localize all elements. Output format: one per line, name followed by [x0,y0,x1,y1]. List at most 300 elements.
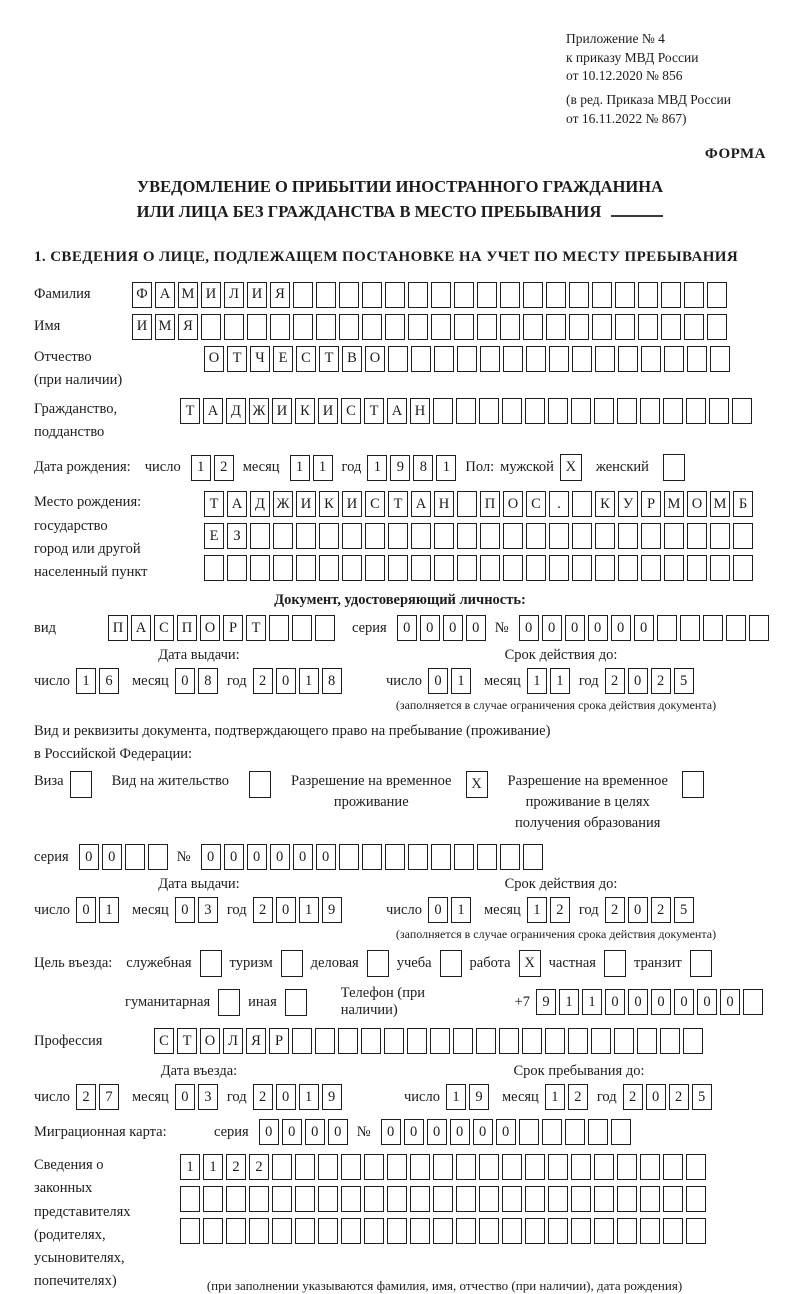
form-cell[interactable] [180,1186,200,1212]
form-cell[interactable] [319,523,339,549]
form-cell[interactable] [480,555,500,581]
form-cell[interactable] [638,314,658,340]
form-cell[interactable] [618,346,638,372]
form-cell[interactable]: А [131,615,151,641]
form-cell[interactable] [203,1218,223,1244]
form-cell[interactable]: Н [434,491,454,517]
form-cell[interactable]: С [154,1028,174,1054]
form-cell[interactable] [456,398,476,424]
form-cell[interactable]: Р [269,1028,289,1054]
form-cell[interactable]: О [204,346,224,372]
form-cell[interactable]: 2 [249,1154,269,1180]
form-cell[interactable]: И [342,491,362,517]
form-cell[interactable]: Ж [249,398,269,424]
form-cell[interactable]: 0 [328,1119,348,1145]
form-cell[interactable]: X [560,454,582,481]
form-cell[interactable] [615,314,635,340]
form-cell[interactable]: И [132,314,152,340]
form-cell[interactable] [525,1218,545,1244]
form-cell[interactable] [664,346,684,372]
form-cell[interactable] [387,1218,407,1244]
form-cell[interactable]: А [387,398,407,424]
form-cell[interactable]: Е [204,523,224,549]
form-cell[interactable] [663,1154,683,1180]
form-cell[interactable]: 2 [253,1084,273,1110]
form-cell[interactable] [433,1186,453,1212]
form-cell[interactable] [526,346,546,372]
form-cell[interactable] [682,771,704,798]
form-cell[interactable] [502,1218,522,1244]
form-cell[interactable] [339,314,359,340]
form-cell[interactable] [503,346,523,372]
form-cell[interactable] [273,523,293,549]
form-cell[interactable] [410,1186,430,1212]
form-cell[interactable] [595,346,615,372]
form-cell[interactable]: Ж [273,491,293,517]
form-cell[interactable]: 1 [76,668,96,694]
form-cell[interactable] [615,282,635,308]
form-cell[interactable] [387,1186,407,1212]
form-cell[interactable]: 0 [305,1119,325,1145]
form-cell[interactable] [292,1028,312,1054]
form-cell[interactable] [457,346,477,372]
form-cell[interactable] [542,1119,562,1145]
form-cell[interactable]: 1 [99,897,119,923]
form-cell[interactable] [408,844,428,870]
form-cell[interactable] [640,1154,660,1180]
form-cell[interactable]: 9 [322,897,342,923]
form-cell[interactable]: Т [180,398,200,424]
form-cell[interactable] [617,398,637,424]
form-cell[interactable] [663,1218,683,1244]
form-cell[interactable]: 2 [568,1084,588,1110]
form-cell[interactable] [411,346,431,372]
form-cell[interactable]: 0 [519,615,539,641]
form-cell[interactable]: 1 [436,455,456,481]
form-cell[interactable]: И [247,282,267,308]
form-cell[interactable] [440,950,462,977]
form-cell[interactable] [571,1186,591,1212]
form-cell[interactable]: О [687,491,707,517]
form-cell[interactable] [707,282,727,308]
form-cell[interactable] [743,989,763,1015]
form-cell[interactable] [502,1154,522,1180]
form-cell[interactable] [434,523,454,549]
form-cell[interactable] [272,1186,292,1212]
form-cell[interactable]: 5 [674,897,694,923]
form-cell[interactable] [687,523,707,549]
form-cell[interactable]: 1 [299,897,319,923]
form-cell[interactable]: 0 [175,897,195,923]
form-cell[interactable] [503,523,523,549]
form-cell[interactable]: 1 [290,455,310,481]
form-cell[interactable] [686,1154,706,1180]
form-cell[interactable] [733,523,753,549]
form-cell[interactable] [661,314,681,340]
form-cell[interactable]: 2 [76,1084,96,1110]
form-cell[interactable]: 2 [605,897,625,923]
form-cell[interactable] [525,1186,545,1212]
form-cell[interactable] [316,282,336,308]
form-cell[interactable] [456,1154,476,1180]
form-cell[interactable]: С [365,491,385,517]
form-cell[interactable]: Ф [132,282,152,308]
form-cell[interactable]: 2 [550,897,570,923]
form-cell[interactable] [411,555,431,581]
form-cell[interactable]: 1 [451,897,471,923]
form-cell[interactable] [247,314,267,340]
form-cell[interactable]: 0 [276,1084,296,1110]
form-cell[interactable] [272,1154,292,1180]
form-cell[interactable]: 0 [270,844,290,870]
form-cell[interactable]: 0 [428,897,448,923]
form-cell[interactable] [319,555,339,581]
form-cell[interactable]: 0 [605,989,625,1015]
form-cell[interactable]: 0 [720,989,740,1015]
form-cell[interactable]: 1 [550,668,570,694]
form-cell[interactable] [341,1218,361,1244]
form-cell[interactable] [203,1186,223,1212]
form-cell[interactable] [339,282,359,308]
form-cell[interactable]: 2 [214,455,234,481]
form-cell[interactable] [408,314,428,340]
form-cell[interactable] [640,398,660,424]
form-cell[interactable] [433,1218,453,1244]
form-cell[interactable] [549,555,569,581]
form-cell[interactable] [749,615,769,641]
form-cell[interactable] [410,1154,430,1180]
form-cell[interactable] [295,1154,315,1180]
form-cell[interactable] [365,555,385,581]
form-cell[interactable] [296,523,316,549]
form-cell[interactable] [293,282,313,308]
form-cell[interactable] [315,615,335,641]
form-cell[interactable] [479,1154,499,1180]
form-cell[interactable] [270,314,290,340]
form-cell[interactable] [591,1028,611,1054]
form-cell[interactable] [341,1186,361,1212]
form-cell[interactable]: 2 [605,668,625,694]
form-cell[interactable] [433,1154,453,1180]
form-cell[interactable]: И [272,398,292,424]
form-cell[interactable]: 0 [565,615,585,641]
form-cell[interactable] [296,555,316,581]
form-cell[interactable]: 1 [527,668,547,694]
form-cell[interactable] [709,398,729,424]
form-cell[interactable] [431,844,451,870]
form-cell[interactable]: П [108,615,128,641]
form-cell[interactable]: Д [250,491,270,517]
form-cell[interactable] [339,844,359,870]
form-cell[interactable] [707,314,727,340]
form-cell[interactable]: А [227,491,247,517]
form-cell[interactable] [687,555,707,581]
form-cell[interactable] [661,282,681,308]
form-cell[interactable] [526,523,546,549]
form-cell[interactable] [342,555,362,581]
form-cell[interactable]: 0 [450,1119,470,1145]
form-cell[interactable] [201,314,221,340]
form-cell[interactable] [733,555,753,581]
form-cell[interactable] [548,1154,568,1180]
form-cell[interactable] [388,523,408,549]
form-cell[interactable]: Я [178,314,198,340]
form-cell[interactable] [523,282,543,308]
form-cell[interactable] [318,1218,338,1244]
form-cell[interactable]: Т [227,346,247,372]
form-cell[interactable]: 2 [253,668,273,694]
form-cell[interactable] [362,844,382,870]
form-cell[interactable] [454,282,474,308]
form-cell[interactable] [611,1119,631,1145]
form-cell[interactable] [407,1028,427,1054]
form-cell[interactable] [249,1186,269,1212]
form-cell[interactable]: М [710,491,730,517]
form-cell[interactable]: Т [246,615,266,641]
form-cell[interactable] [592,314,612,340]
form-cell[interactable] [637,1028,657,1054]
form-cell[interactable] [342,523,362,549]
form-cell[interactable] [227,555,247,581]
form-cell[interactable] [617,1186,637,1212]
form-cell[interactable] [341,1154,361,1180]
form-cell[interactable] [295,1218,315,1244]
form-cell[interactable] [686,1186,706,1212]
form-cell[interactable] [664,523,684,549]
form-cell[interactable] [249,1218,269,1244]
form-cell[interactable]: 3 [198,1084,218,1110]
form-cell[interactable]: 0 [259,1119,279,1145]
form-cell[interactable]: 0 [276,668,296,694]
form-cell[interactable]: О [365,346,385,372]
form-cell[interactable] [250,523,270,549]
form-cell[interactable] [640,1186,660,1212]
form-cell[interactable]: 0 [397,615,417,641]
form-cell[interactable]: 0 [628,897,648,923]
form-cell[interactable]: П [480,491,500,517]
form-cell[interactable] [453,1028,473,1054]
form-cell[interactable] [249,771,271,798]
form-cell[interactable] [657,615,677,641]
form-cell[interactable] [431,282,451,308]
form-cell[interactable] [569,282,589,308]
form-cell[interactable] [710,555,730,581]
form-cell[interactable] [565,1119,585,1145]
form-cell[interactable] [315,1028,335,1054]
form-cell[interactable]: 5 [674,668,694,694]
form-cell[interactable]: 1 [527,897,547,923]
form-cell[interactable] [703,615,723,641]
form-cell[interactable]: 0 [381,1119,401,1145]
form-cell[interactable] [684,282,704,308]
form-cell[interactable] [548,1218,568,1244]
form-cell[interactable]: 0 [247,844,267,870]
form-cell[interactable]: Т [319,346,339,372]
form-cell[interactable]: 1 [180,1154,200,1180]
form-cell[interactable] [571,1218,591,1244]
form-cell[interactable] [588,1119,608,1145]
form-cell[interactable]: 0 [427,1119,447,1145]
form-cell[interactable]: Л [223,1028,243,1054]
form-cell[interactable]: Е [273,346,293,372]
form-cell[interactable]: 6 [99,668,119,694]
form-cell[interactable]: 1 [559,989,579,1015]
form-cell[interactable] [604,950,626,977]
form-cell[interactable] [285,989,307,1016]
form-cell[interactable]: К [295,398,315,424]
form-cell[interactable]: 0 [611,615,631,641]
form-cell[interactable] [295,1186,315,1212]
form-cell[interactable] [594,1218,614,1244]
form-cell[interactable] [364,1186,384,1212]
form-cell[interactable] [500,282,520,308]
form-cell[interactable] [525,1154,545,1180]
form-cell[interactable]: 2 [253,897,273,923]
form-cell[interactable] [618,555,638,581]
form-cell[interactable] [617,1218,637,1244]
form-cell[interactable]: С [526,491,546,517]
form-cell[interactable] [519,1119,539,1145]
form-cell[interactable]: X [466,771,488,798]
form-cell[interactable]: 1 [451,668,471,694]
form-cell[interactable] [293,314,313,340]
form-cell[interactable] [388,555,408,581]
form-cell[interactable]: 0 [79,844,99,870]
form-cell[interactable]: 1 [313,455,333,481]
form-cell[interactable]: 9 [322,1084,342,1110]
form-cell[interactable] [663,454,685,481]
form-cell[interactable] [548,1186,568,1212]
form-cell[interactable]: С [154,615,174,641]
form-cell[interactable] [595,555,615,581]
form-cell[interactable]: В [342,346,362,372]
form-cell[interactable]: З [227,523,247,549]
form-cell[interactable]: Л [224,282,244,308]
form-cell[interactable]: Т [364,398,384,424]
form-cell[interactable]: 0 [443,615,463,641]
form-cell[interactable]: 0 [224,844,244,870]
form-cell[interactable] [410,1218,430,1244]
form-cell[interactable] [269,615,289,641]
form-cell[interactable] [641,346,661,372]
form-cell[interactable]: 0 [628,668,648,694]
form-cell[interactable]: 2 [226,1154,246,1180]
form-cell[interactable] [614,1028,634,1054]
form-cell[interactable] [684,314,704,340]
form-cell[interactable] [479,398,499,424]
form-cell[interactable]: 0 [175,1084,195,1110]
form-cell[interactable] [364,1154,384,1180]
form-cell[interactable] [292,615,312,641]
form-cell[interactable] [362,314,382,340]
form-cell[interactable] [218,989,240,1016]
form-cell[interactable] [726,615,746,641]
form-cell[interactable]: 1 [191,455,211,481]
form-cell[interactable]: С [296,346,316,372]
form-cell[interactable]: И [296,491,316,517]
form-cell[interactable] [367,950,389,977]
form-cell[interactable]: 1 [582,989,602,1015]
form-cell[interactable]: 0 [496,1119,516,1145]
form-cell[interactable]: 9 [390,455,410,481]
form-cell[interactable]: 0 [76,897,96,923]
form-cell[interactable] [710,346,730,372]
form-cell[interactable] [664,555,684,581]
form-cell[interactable] [385,314,405,340]
form-cell[interactable] [592,282,612,308]
form-cell[interactable] [384,1028,404,1054]
form-cell[interactable] [549,346,569,372]
form-cell[interactable] [686,1218,706,1244]
form-cell[interactable] [479,1218,499,1244]
form-cell[interactable] [572,346,592,372]
form-cell[interactable] [503,555,523,581]
form-cell[interactable] [273,555,293,581]
form-cell[interactable]: 0 [404,1119,424,1145]
form-cell[interactable] [663,1186,683,1212]
form-cell[interactable] [663,398,683,424]
form-cell[interactable] [572,555,592,581]
form-cell[interactable] [70,771,92,798]
form-cell[interactable]: 0 [102,844,122,870]
form-cell[interactable] [595,523,615,549]
form-cell[interactable] [710,523,730,549]
form-cell[interactable] [572,523,592,549]
form-cell[interactable] [525,398,545,424]
form-cell[interactable]: 1 [446,1084,466,1110]
form-cell[interactable]: 0 [175,668,195,694]
form-cell[interactable]: 0 [628,989,648,1015]
form-cell[interactable] [454,844,474,870]
form-cell[interactable]: К [319,491,339,517]
form-cell[interactable] [594,1154,614,1180]
form-cell[interactable]: Ч [250,346,270,372]
form-cell[interactable] [571,1154,591,1180]
form-cell[interactable]: 2 [651,668,671,694]
form-cell[interactable]: 0 [428,668,448,694]
form-cell[interactable]: 1 [299,668,319,694]
form-cell[interactable] [456,1186,476,1212]
form-cell[interactable] [148,844,168,870]
form-cell[interactable] [523,844,543,870]
form-cell[interactable]: 0 [542,615,562,641]
form-cell[interactable]: Р [641,491,661,517]
form-cell[interactable]: У [618,491,638,517]
form-cell[interactable]: 0 [293,844,313,870]
form-cell[interactable] [572,491,592,517]
form-cell[interactable] [687,346,707,372]
form-cell[interactable]: Д [226,398,246,424]
form-cell[interactable]: 0 [420,615,440,641]
form-cell[interactable] [546,314,566,340]
form-cell[interactable]: 0 [316,844,336,870]
form-cell[interactable]: 3 [198,897,218,923]
form-cell[interactable] [479,1186,499,1212]
form-cell[interactable] [318,1186,338,1212]
form-cell[interactable]: 0 [473,1119,493,1145]
form-cell[interactable]: 0 [697,989,717,1015]
form-cell[interactable] [477,282,497,308]
form-cell[interactable] [732,398,752,424]
form-cell[interactable]: 2 [651,897,671,923]
form-cell[interactable]: 0 [646,1084,666,1110]
form-cell[interactable]: Т [388,491,408,517]
form-cell[interactable] [571,398,591,424]
form-cell[interactable]: 0 [674,989,694,1015]
form-cell[interactable]: 1 [545,1084,565,1110]
form-cell[interactable] [433,398,453,424]
form-cell[interactable]: 0 [634,615,654,641]
